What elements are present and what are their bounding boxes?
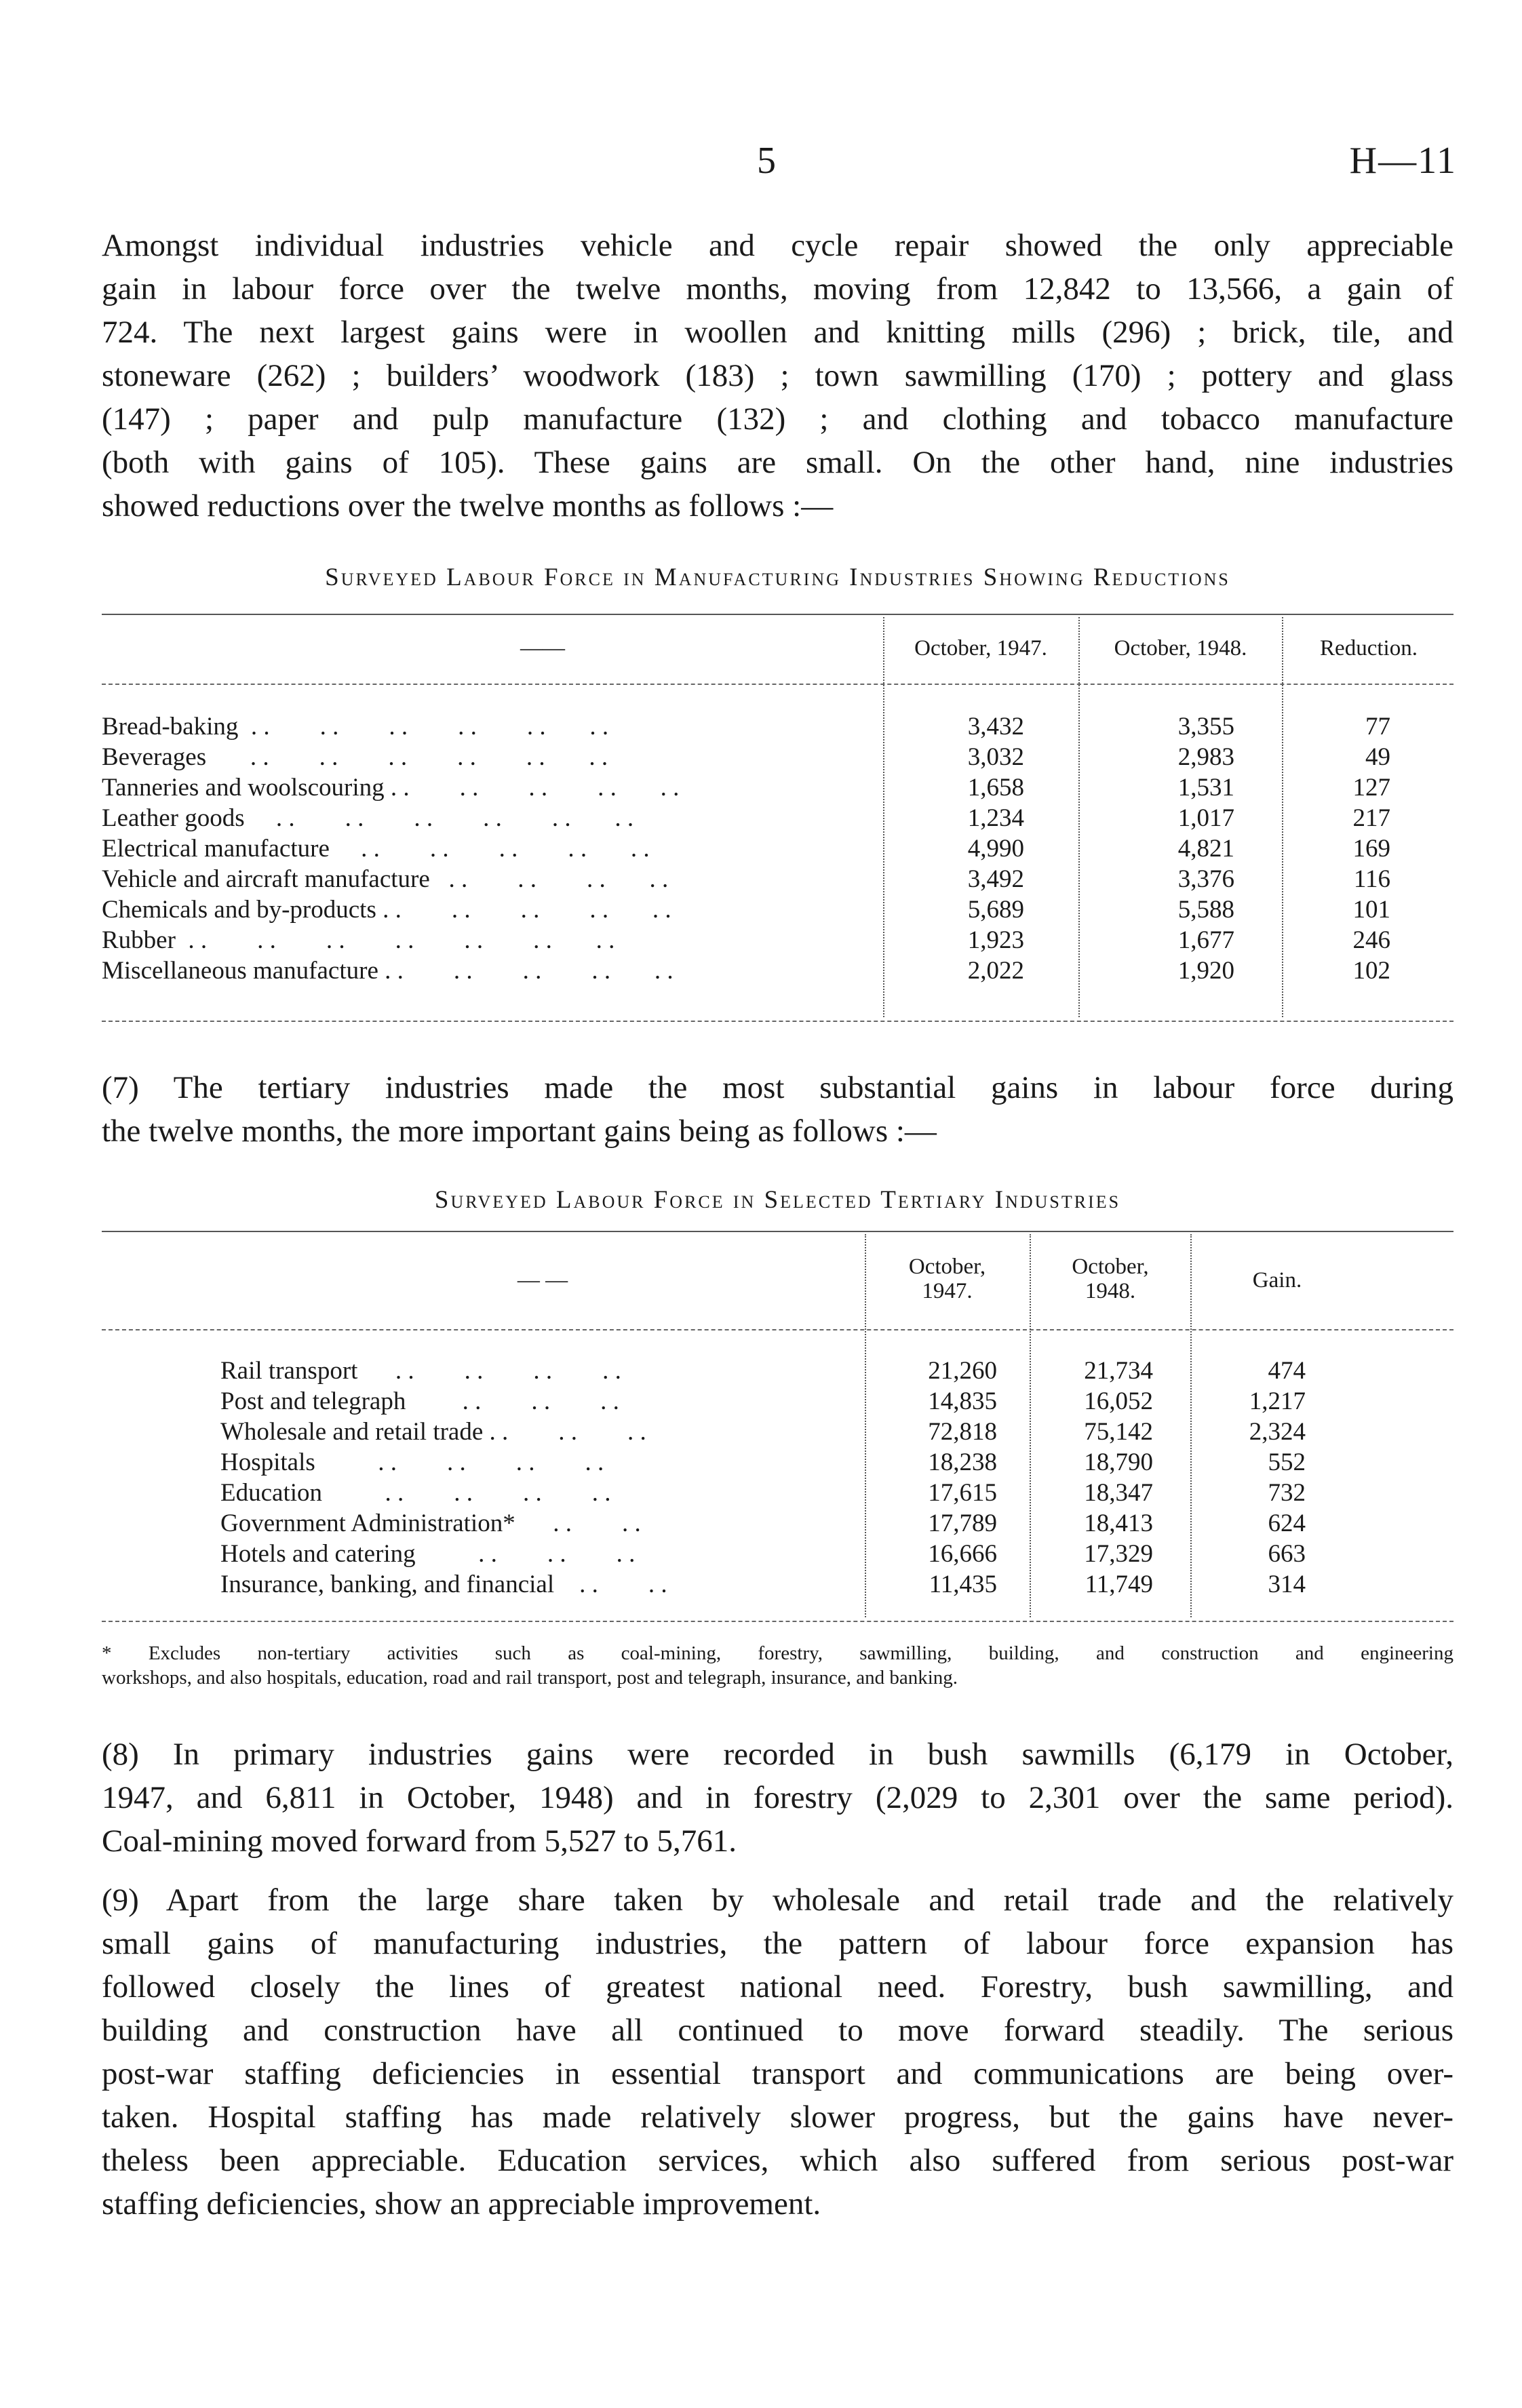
cell-oct1948: 3,355: [1177, 713, 1234, 741]
document-reference: H—11: [1349, 140, 1457, 182]
cell-reduction: 102: [1352, 957, 1390, 985]
table1-top-rule: [102, 614, 1453, 615]
table2-header-gain: Gain.: [1252, 1268, 1302, 1292]
table2-col-divider: [1030, 1234, 1031, 1617]
table2-header-rule: [102, 1329, 1453, 1330]
table2-header-oct1947: [867, 1255, 1028, 1303]
text-line: (7) The tertiary industries made the most substantial gains in labour force during: [102, 1070, 1453, 1105]
paragraph-8: [102, 1733, 1453, 1863]
cell-gain: 732: [1268, 1479, 1306, 1507]
table1-header-oct1947: October, 1947.: [914, 636, 1047, 660]
cell-oct1948: 18,790: [1084, 1448, 1153, 1476]
cell-reduction: 116: [1353, 865, 1390, 893]
row-label: Education . . . . . . . .: [220, 1479, 611, 1507]
text-line: workshops, and also hospitals, education, road and rail transport, post and telegraph, insurance, and banking.: [102, 1667, 958, 1689]
row-label: Hospitals . . . . . . . .: [220, 1448, 604, 1476]
text-line: 1947, and 6,811 in October, 1948) and in forestry (2,029 to 2,301 over the same period).: [102, 1780, 1453, 1815]
cell-oct1948: 16,052: [1084, 1387, 1153, 1415]
row-label: Government Administration* . . . .: [220, 1509, 641, 1537]
cell-oct1948: 1,920: [1177, 957, 1234, 985]
cell-oct1948: 3,376: [1177, 865, 1234, 893]
paragraph-9: [102, 1878, 1453, 2226]
header-line: 1947.: [922, 1279, 973, 1303]
text-line: 724. The next largest gains were in woollen and knitting mills (296) ; brick, tile, and: [102, 315, 1453, 350]
table1-col-divider: [883, 617, 884, 1017]
cell-oct1947: 1,658: [967, 774, 1024, 802]
row-label: Rubber . . . . . . . . . . . . . .: [102, 926, 615, 954]
cell-oct1947: 1,234: [967, 804, 1024, 832]
text-line: post-war staffing deficiencies in essential transport and communications are being over-: [102, 2056, 1453, 2091]
cell-reduction: 127: [1352, 774, 1390, 802]
table2-title: Surveyed Labour Force in Selected Tertiary Industries: [434, 1186, 1121, 1214]
table1-header-oct1948: October, 1948.: [1114, 636, 1247, 660]
row-label: Bread-baking . . . . . . . . . . . .: [102, 713, 609, 741]
table1-bottom-rule: [102, 1021, 1453, 1022]
table2-header-oct1948: [1032, 1255, 1189, 1303]
row-label: Insurance, banking, and financial . . . .: [220, 1571, 667, 1598]
table1-title: Surveyed Labour Force in Manufacturing Industries Showing Reductions: [325, 564, 1230, 591]
text-line: gain in labour force over the twelve months, moving from 12,842 to 13,566, a gain of: [102, 271, 1453, 307]
table1-header-reduction: Reduction.: [1320, 636, 1418, 660]
text-line: (9) Apart from the large share taken by wholesale and retail trade and the relatively: [102, 1882, 1453, 1918]
cell-oct1948: 18,413: [1084, 1509, 1153, 1537]
cell-gain: 663: [1268, 1540, 1306, 1568]
text-line: showed reductions over the twelve months as follows :—: [102, 488, 834, 524]
cell-gain: 624: [1268, 1509, 1306, 1537]
cell-oct1948: 1,677: [1177, 926, 1234, 954]
row-label: Tanneries and woolscouring . . . . . . . . . .: [102, 774, 680, 802]
cell-reduction: 49: [1365, 743, 1390, 771]
cell-oct1948: 4,821: [1177, 835, 1234, 863]
cell-oct1948: 21,734: [1084, 1357, 1153, 1385]
cell-reduction: 246: [1352, 926, 1390, 954]
cell-oct1947: 11,435: [929, 1571, 997, 1598]
header-line: 1948.: [1085, 1279, 1136, 1303]
cell-oct1948: 2,983: [1177, 743, 1234, 771]
row-label: Miscellaneous manufacture . . . . . . . . . .: [102, 957, 674, 985]
text-line: (147) ; paper and pulp manufacture (132) ; and clothing and tobacco manufacture: [102, 401, 1453, 437]
row-label: Leather goods . . . . . . . . . . . .: [102, 804, 634, 832]
cell-reduction: 169: [1352, 835, 1390, 863]
cell-oct1947: 17,615: [928, 1479, 997, 1507]
cell-oct1947: 16,666: [928, 1540, 997, 1568]
cell-oct1948: 17,329: [1084, 1540, 1153, 1568]
cell-oct1947: 1,923: [967, 926, 1024, 954]
cell-oct1948: 1,531: [1177, 774, 1234, 802]
cell-oct1947: 5,689: [967, 896, 1024, 924]
cell-reduction: 77: [1365, 713, 1390, 741]
table2-header-blank: — —: [517, 1268, 568, 1292]
cell-oct1948: 5,588: [1177, 896, 1234, 924]
table1-header-rule: [102, 684, 1453, 685]
text-line: small gains of manufacturing industries, the pattern of labour force expansion has: [102, 1926, 1453, 1961]
text-line: * Excludes non-tertiary activities such as coal-mining, forestry, sawmilling, building, and construction and engineering: [102, 1642, 1453, 1664]
cell-oct1947: 14,835: [928, 1387, 997, 1415]
text-line: stoneware (262) ; builders’ woodwork (183) ; town sawmilling (170) ; pottery and glass: [102, 358, 1453, 393]
cell-gain: 552: [1268, 1448, 1306, 1476]
text-line: Amongst individual industries vehicle and cycle repair showed the only appreciable: [102, 228, 1453, 263]
page-number: 5: [757, 140, 776, 182]
cell-gain: 2,324: [1249, 1418, 1306, 1446]
text-line: Coal-mining moved forward from 5,527 to 5,761.: [102, 1823, 737, 1859]
table1-header-blank: ——: [520, 636, 565, 660]
text-line: theless been appreciable. Education services, which also suffered from serious post-war: [102, 2143, 1453, 2178]
table2-bottom-rule: [102, 1621, 1453, 1622]
cell-reduction: 217: [1352, 804, 1390, 832]
table1-col-divider: [1282, 617, 1283, 1017]
row-label: Rail transport . . . . . . . .: [220, 1357, 621, 1385]
cell-gain: 1,217: [1249, 1387, 1306, 1415]
cell-oct1947: 3,492: [967, 865, 1024, 893]
row-label: Beverages . . . . . . . . . . . .: [102, 743, 608, 771]
header-line: October,: [1072, 1255, 1149, 1279]
cell-oct1948: 18,347: [1084, 1479, 1153, 1507]
table2-col-divider: [865, 1234, 866, 1617]
row-label: Post and telegraph . . . . . .: [220, 1387, 619, 1415]
cell-oct1947: 2,022: [967, 957, 1024, 985]
table1-col-divider: [1078, 617, 1080, 1017]
cell-oct1948: 75,142: [1084, 1418, 1153, 1446]
text-line: (both with gains of 105). These gains are small. On the other hand, nine industries: [102, 445, 1453, 480]
cell-reduction: 101: [1352, 896, 1390, 924]
text-line: taken. Hospital staffing has made relatively slower progress, but the gains have never-: [102, 2099, 1453, 2135]
header-line: October,: [908, 1255, 986, 1279]
row-label: Hotels and catering . . . . . .: [220, 1540, 636, 1568]
text-line: followed closely the lines of greatest national need. Forestry, bush sawmilling, and: [102, 1969, 1453, 2005]
row-label: Wholesale and retail trade . . . . . .: [220, 1418, 646, 1446]
cell-oct1947: 3,432: [967, 713, 1024, 741]
table2-top-rule: [102, 1231, 1453, 1232]
text-line: staffing deficiencies, show an appreciable improvement.: [102, 2186, 821, 2222]
cell-oct1947: 3,032: [967, 743, 1024, 771]
text-line: the twelve months, the more important gains being as follows :—: [102, 1113, 937, 1149]
cell-oct1948: 1,017: [1177, 804, 1234, 832]
text-line: building and construction have all continued to move forward steadily. The serious: [102, 2013, 1453, 2048]
cell-oct1947: 72,818: [928, 1418, 997, 1446]
cell-oct1947: 4,990: [967, 835, 1024, 863]
cell-gain: 474: [1268, 1357, 1306, 1385]
cell-oct1947: 21,260: [928, 1357, 997, 1385]
cell-oct1947: 17,789: [928, 1509, 997, 1537]
footnote: [102, 1641, 1453, 1690]
intro-paragraph: [102, 224, 1453, 528]
row-label: Vehicle and aircraft manufacture . . . . . . . .: [102, 865, 669, 893]
text-line: (8) In primary industries gains were recorded in bush sawmills (6,179 in October,: [102, 1737, 1453, 1772]
row-label: Electrical manufacture . . . . . . . . . .: [102, 835, 650, 863]
cell-gain: 314: [1268, 1571, 1306, 1598]
table2-col-divider: [1190, 1234, 1192, 1617]
cell-oct1948: 11,749: [1085, 1571, 1153, 1598]
row-label: Chemicals and by-products . . . . . . . . . .: [102, 896, 671, 924]
paragraph-7: [102, 1066, 1453, 1153]
cell-oct1947: 18,238: [928, 1448, 997, 1476]
